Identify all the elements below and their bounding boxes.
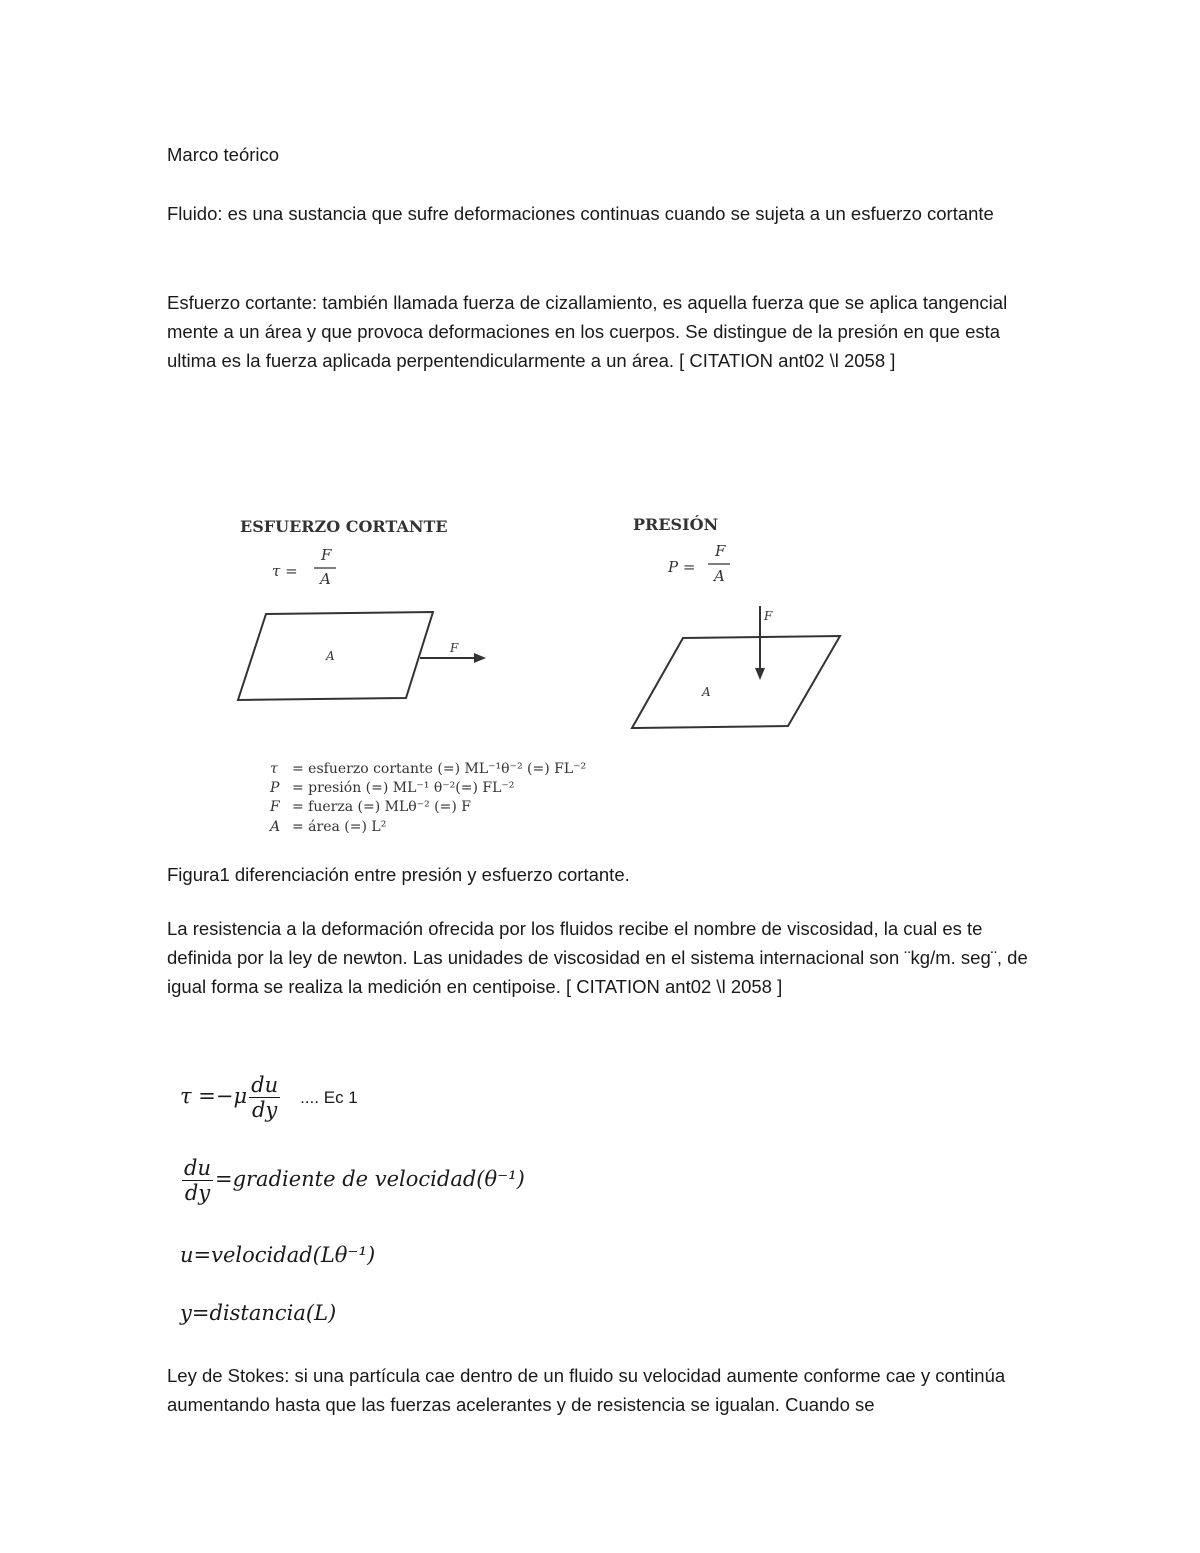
eq2-denominator: dy <box>184 1181 211 1205</box>
figure-left-formula-num: F <box>321 546 332 564</box>
figure-left-title: ESFUERZO CORTANTE <box>240 517 448 536</box>
figure-right-formula-den: A <box>714 567 725 585</box>
shear-force-label: F <box>450 641 459 655</box>
legend-symbol: A <box>270 819 281 835</box>
equation-velocity: u=velocidad(Lθ⁻¹) <box>180 1243 376 1267</box>
pressure-force-label: F <box>764 609 773 623</box>
paragraph-ley-de-stokes: Ley de Stokes: si una partícula cae dentro de un fluido su velocidad aumente conforme cae y continúa aumentando hasta que las fuerzas acelerantes y de resistencia se igualan. Cuando se <box>167 1365 1006 1415</box>
legend-text: = presión (=) ML⁻¹ θ⁻²(=) FL⁻² <box>292 780 515 796</box>
legend-symbol: τ <box>270 761 278 777</box>
legend-text: = fuerza (=) MLθ⁻² (=) F <box>292 799 471 815</box>
eq1-denominator: dy <box>251 1098 278 1122</box>
figure-right-title: PRESIÓN <box>633 515 719 534</box>
shear-plane <box>238 612 433 700</box>
shear-plane-area-label: A <box>326 649 335 663</box>
eq2-fraction <box>182 1156 213 1205</box>
equation-1 <box>180 1073 358 1122</box>
figure-right-formula-num: F <box>715 542 726 560</box>
paragraph-fluido: Fluido: es una sustancia que sufre deformaciones continuas cuando se sujeta a un esfuerzo cortante <box>167 203 994 224</box>
legend-symbol: P <box>270 780 280 796</box>
legend-symbol: F <box>270 799 280 815</box>
shear-force-arrowhead <box>474 653 486 663</box>
section-heading: Marco teórico <box>167 144 280 165</box>
eq2-rhs: =gradiente de velocidad(θ⁻¹) <box>214 1167 525 1191</box>
pressure-force-arrowhead <box>755 668 765 680</box>
equation-velocity-gradient <box>180 1156 525 1205</box>
figure-shear-vs-pressure <box>228 498 858 850</box>
figure-left-formula-den: A <box>320 570 331 588</box>
eq2-numerator: du <box>184 1156 211 1180</box>
legend-text: = área (=) L² <box>292 819 387 835</box>
figure-caption: Figura1 diferenciación entre presión y esfuerzo cortante. <box>167 864 630 885</box>
equation-distance: y=distancia(L) <box>180 1301 337 1325</box>
paragraph-esfuerzo-cortante: Esfuerzo cortante: también llamada fuerza de cizallamiento, es aquella fuerza que se aplica tangencial mente a un área y que provoca deformaciones en los cuerpos. Se distingue de la presión en que esta ultima es la fuerza aplicada perpentendicularmente a un área. [ CITATION ant02 \l 2058 ] <box>167 292 1008 371</box>
paragraph-viscosidad: La resistencia a la deformación ofrecida por los fluidos recibe el nombre de viscosidad, la cual es te definida por la ley de newton. Las unidades de viscosidad en el sistema internacional son ¨kg/m. seg¨, de igual forma se realiza la medición en centipoise. [ CITATION ant02 \l 2058 ] <box>167 918 1028 997</box>
pressure-plane-area-label: A <box>702 685 711 699</box>
eq1-lhs: τ =−μ <box>180 1084 248 1108</box>
eq1-fraction <box>249 1073 280 1122</box>
eq1-numerator: du <box>251 1073 279 1097</box>
figure-left-formula-lhs: τ = <box>272 562 298 580</box>
pressure-plane <box>632 636 840 728</box>
legend-text: = esfuerzo cortante (=) ML⁻¹θ⁻² (=) FL⁻² <box>292 761 587 777</box>
figure-right-formula-lhs: P = <box>668 558 696 576</box>
eq1-label: .... Ec 1 <box>300 1088 358 1107</box>
